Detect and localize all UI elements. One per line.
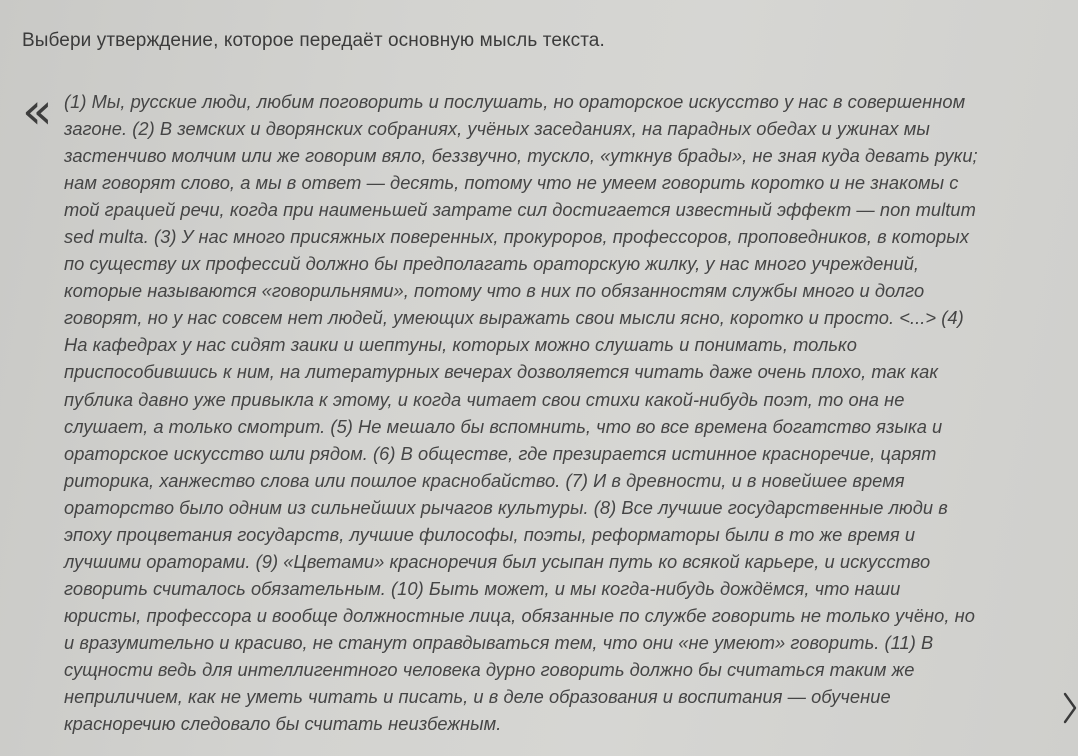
quote-line: лучшими ораторами. (9) «Цветами» красноречия был усыпан путь ко всякой карьере, и искусство	[64, 550, 931, 572]
quote-line: говорят, но у нас совсем нет людей, умеющих выражать свои мысли ясно, коротко и просто. <...> (4)	[64, 307, 964, 329]
task-title: Выбери утверждение, которое передаёт основную мысль текста.	[22, 30, 605, 51]
quote-open-icon: «	[22, 82, 53, 140]
quote-line: (1) Мы, русские люди, любим поговорить и послушать, но ораторское искусство у нас в совершенном	[64, 91, 966, 112]
chevron-right-icon-glyph	[1062, 688, 1078, 728]
quote-line: говорить считалось обязательным. (10) Быть может, и мы когда-нибудь дождёмся, что наши	[64, 577, 901, 599]
quote-line: загоне. (2) В земских и дворянских собраниях, учёных заседаниях, на парадных обедах и ужинах мы	[64, 118, 930, 140]
quote-line: неприличием, как не уметь читать и писать, и в деле образования и воспитания — обучение	[64, 686, 891, 708]
quote-line: юристы, профессора и вообще должностные лица, обязанные по службе говорить не только учёно, но	[64, 604, 975, 626]
quote-line: которые называются «говорильнями», потому что в них по обязанностям службы много и долго	[64, 280, 925, 302]
quote-line: публика давно уже привыкла к этому, и когда читает свои стихи какой-нибудь поэт, то она не	[64, 388, 905, 410]
quote-line: ораторское искусство шли рядом. (6) В обществе, где презирается истинное красноречие, царят	[64, 442, 937, 464]
quote-line: ораторство было одним из сильнейших рычагов культуры. (8) Все лучшие государственные люди в	[64, 496, 948, 518]
quote-line: риторика, ханжество слова или пошлое краснобайство. (7) И в древности, и в новейшее время	[64, 469, 905, 491]
quote-line: по существу их профессий должно бы предполагать ораторскую жилку, у нас много учреждений,	[64, 253, 920, 275]
quote-text	[64, 88, 1054, 737]
quote-line: нам говорят слово, а мы в ответ — десять, потому что не умеем говорить коротко и не знакомы с	[64, 172, 959, 194]
quote-line: sed multa. (3) У нас много присяжных поверенных, прокуроров, профессоров, проповедников, в которых	[64, 226, 969, 248]
quote-line: слушает, а только смотрит. (5) Не мешало бы вспомнить, что во все времена богатство языка и	[64, 415, 943, 437]
quote-line: На кафедрах у нас сидят заики и шептуны, которых можно слушать и понимать, только	[64, 334, 857, 356]
quote-line: сущности ведь для интеллигентного человека дурно говорить должно бы считаться таким же	[64, 658, 915, 680]
quote-line: застенчиво молчим или же говорим вяло, беззвучно, тускло, «уткнув брады», не зная куда девать руки;	[64, 145, 978, 167]
quote-line: приспособившись к ним, на литературных вечерах дозволяется читать даже очень плохо, так как	[64, 361, 939, 383]
quote-line: той грацией речи, когда при наименьшей затрате сил достигается известный эффект — non multum	[64, 199, 976, 221]
chevron-right-icon[interactable]	[1062, 688, 1078, 728]
quote-line: эпоху процветания государств, лучшие философы, поэты, реформаторы были в то же время и	[64, 523, 916, 545]
quote-line: и вразумительно и красиво, не станут оправдываться тем, что они «не умеют» говорить. (11) В	[64, 631, 934, 653]
quote-line: красноречию следовало бы считать неизбежным.	[64, 713, 502, 735]
